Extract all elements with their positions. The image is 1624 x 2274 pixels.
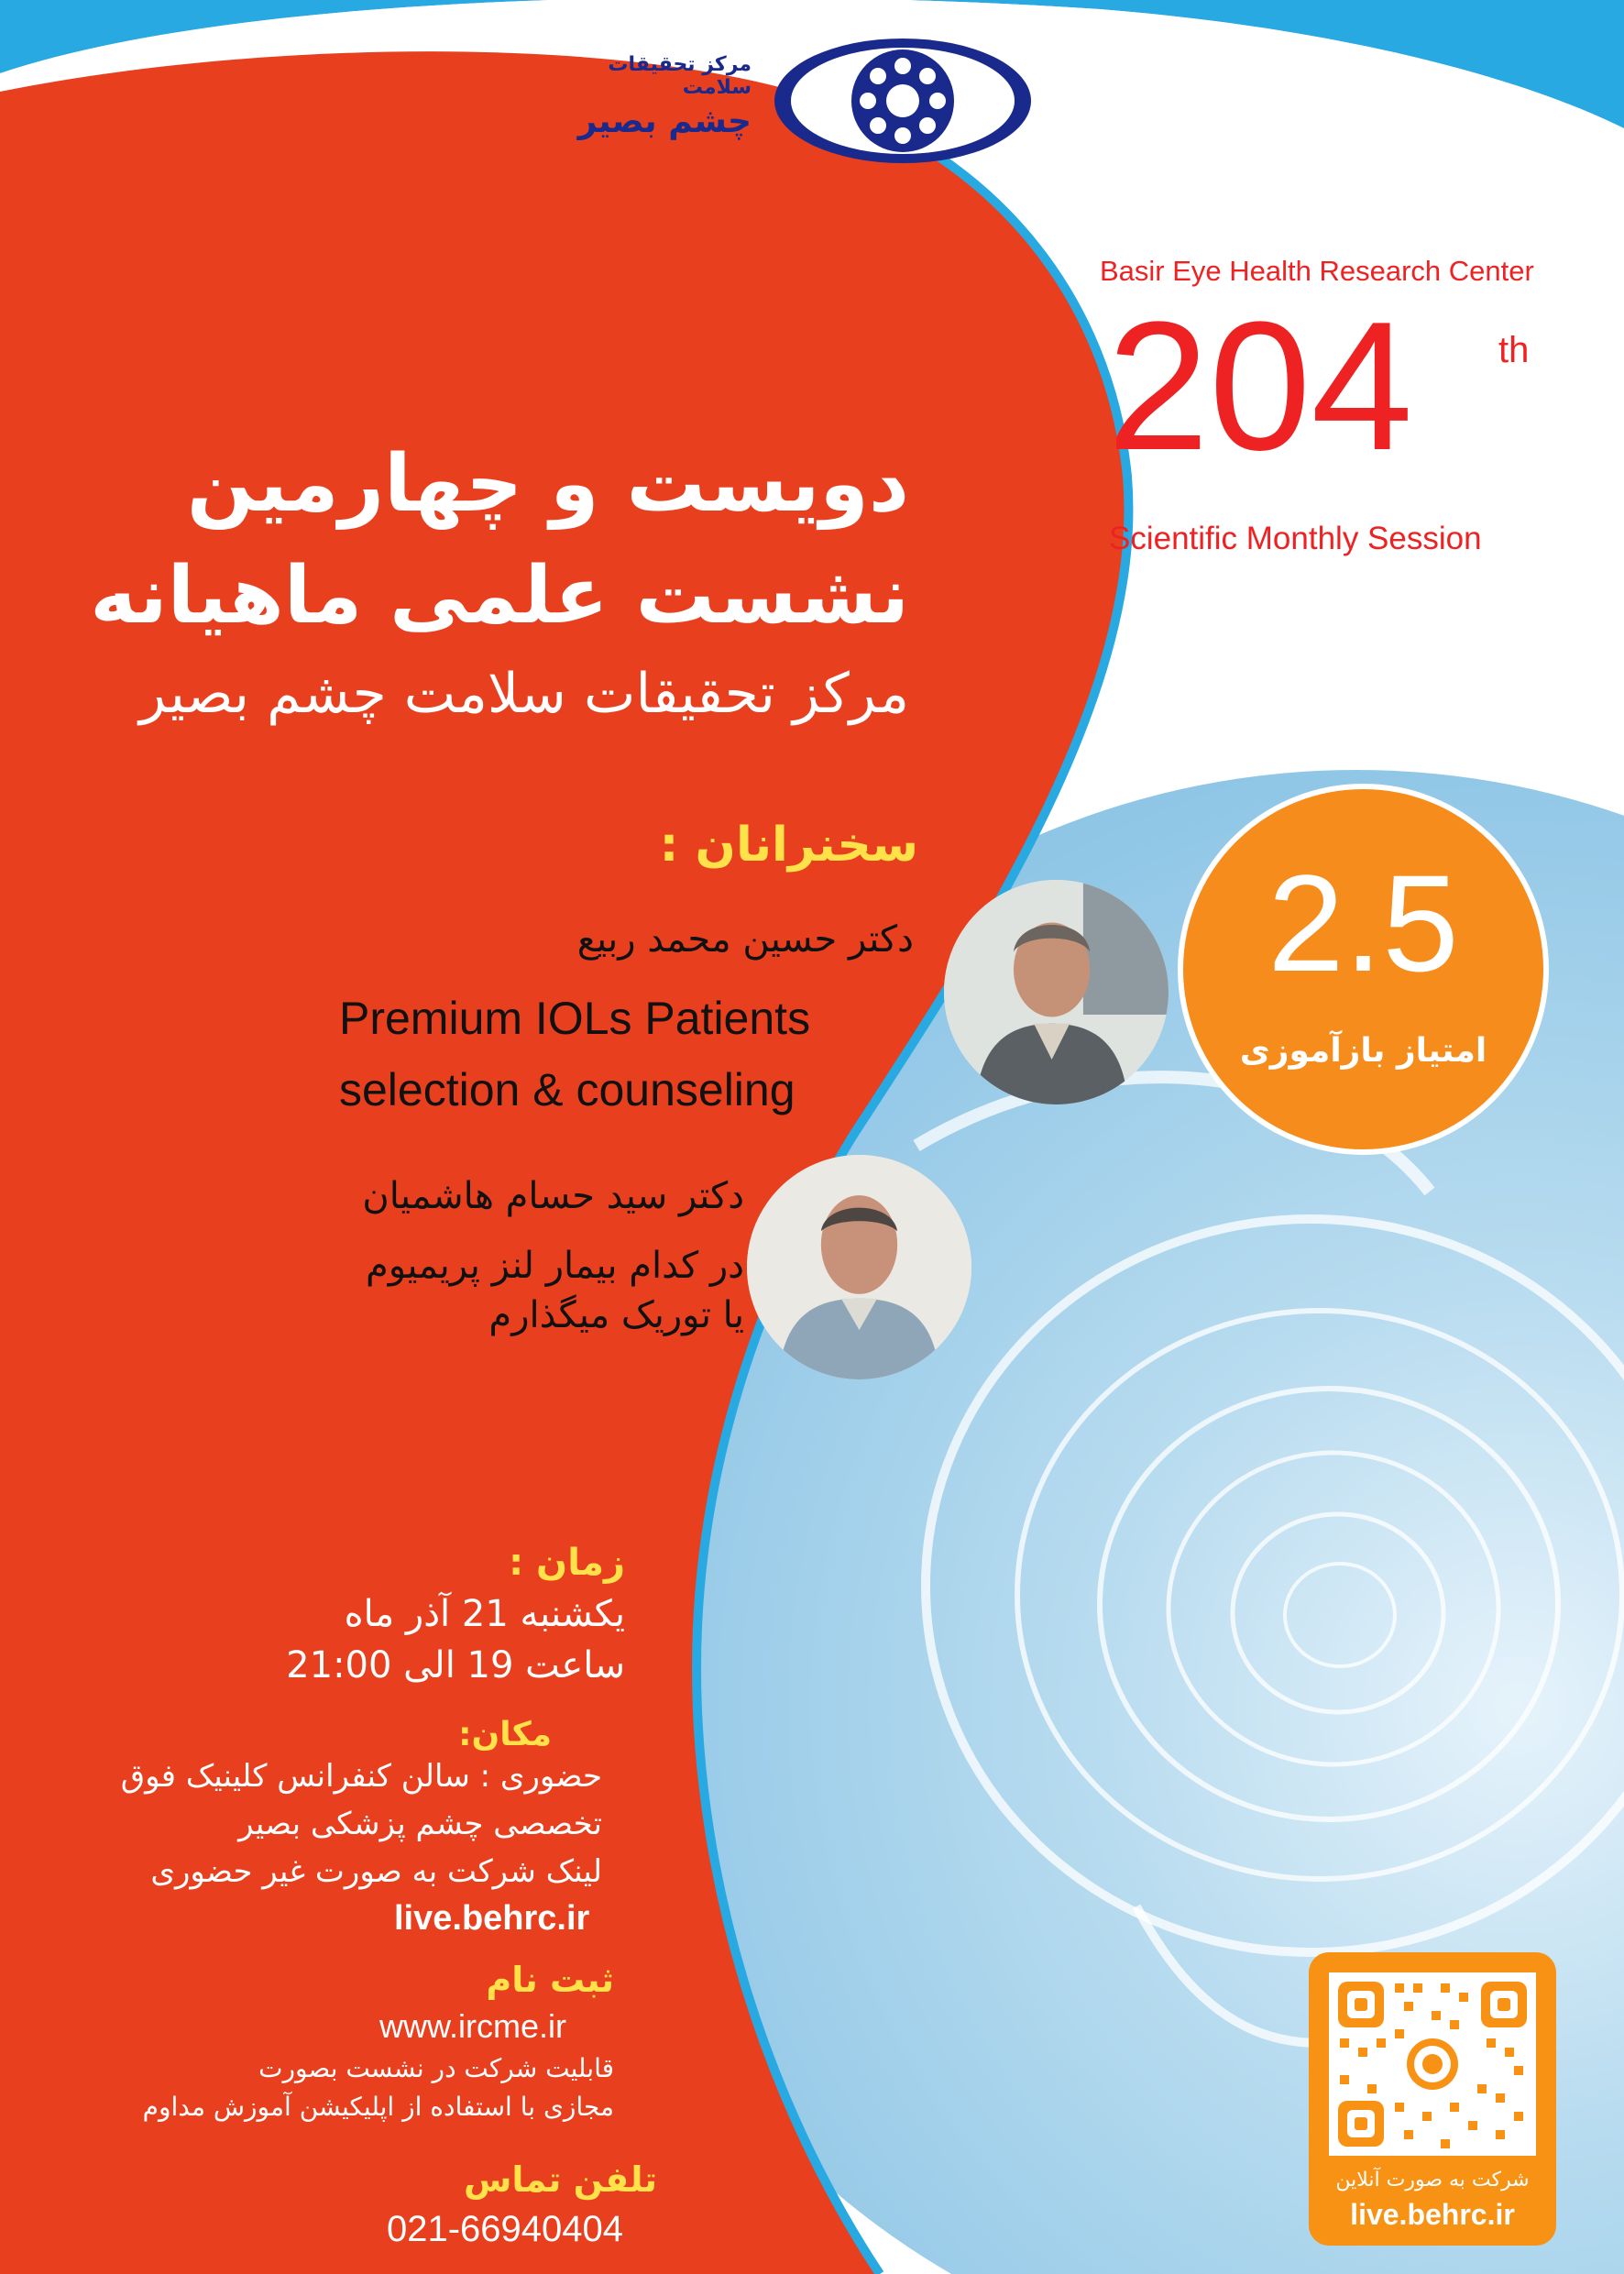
logo	[541, 37, 1054, 165]
time-heading: زمان :	[509, 1542, 625, 1584]
session-label: Scientific Monthly Session	[1109, 521, 1482, 556]
registration-url[interactable]: www.ircme.ir	[379, 2007, 566, 2045]
eye-aperture-logo-icon	[770, 37, 1036, 165]
place-link[interactable]: live.behrc.ir	[394, 1899, 590, 1938]
speaker1-topic-line1: Premium IOLs Patients	[339, 993, 811, 1044]
time-date: یکشنبه 21 آذر ماه	[344, 1593, 625, 1635]
registration-note1: قابلیت شرکت در نشست بصورت	[258, 2053, 614, 2083]
speaker1-topic-line2: selection & counseling	[339, 1064, 796, 1115]
place-line1: حضوری : سالن کنفرانس کلینیک فوق	[120, 1758, 602, 1795]
qr-card[interactable]	[1309, 1952, 1556, 2246]
center-name-en: Basir Eye Health Research Center	[1100, 255, 1534, 287]
qr-caption: شرکت به صورت آنلاین	[1335, 2169, 1530, 2192]
speaker2-portrait-icon	[747, 1155, 971, 1379]
place-line3: لینک شرکت به صورت غیر حضوری	[150, 1853, 602, 1890]
contact-heading: تلفن تماس	[463, 2159, 657, 2200]
qr-code-icon	[1329, 1972, 1536, 2156]
speaker2-name: دکتر سید حسام هاشمیان	[362, 1175, 744, 1217]
speaker2-topic-line2: یا توریک میگذارم	[488, 1294, 744, 1336]
place-line2: تخصصی چشم پزشکی بصیر	[238, 1806, 602, 1842]
registration-heading: ثبت نام	[486, 1960, 614, 2000]
speaker1-photo	[944, 880, 1169, 1104]
session-suffix: th	[1498, 330, 1530, 370]
speaker2-topic-line1: در کدام بیمار لنز پریمیوم	[365, 1245, 744, 1287]
speaker1-name: دکتر حسین محمد ربیع	[576, 918, 914, 961]
speaker1-portrait-icon	[944, 880, 1169, 1104]
place-heading: مکان:	[458, 1716, 552, 1753]
qr-link[interactable]: live.behrc.ir	[1350, 2198, 1515, 2231]
logo-text	[541, 53, 752, 140]
title-line1: دویست و چهارمین	[186, 438, 909, 530]
credits-badge	[1178, 784, 1549, 1155]
logo-line2: چشم بصیر	[577, 103, 752, 140]
qr-code-box	[1329, 1972, 1536, 2156]
speaker2-photo	[747, 1155, 971, 1379]
time-hours: ساعت 19 الی 21:00	[286, 1644, 625, 1686]
credits-value: 2.5	[1267, 846, 1459, 1000]
credits-label: امتیاز بازآموزی	[1239, 1032, 1487, 1070]
speakers-heading: سخنرانان :	[659, 818, 918, 873]
logo-line1: مرکز تحقیقات سلامت	[608, 53, 752, 99]
registration-note2: مجازی با استفاده از اپلیکیشن آموزش مداوم	[142, 2092, 614, 2122]
title-line2: نشست علمی ماهیانه	[90, 550, 909, 642]
title-line3: مرکز تحقیقات سلامت چشم بصیر	[139, 662, 909, 726]
contact-phone[interactable]: 021-66940404	[387, 2209, 624, 2249]
session-number: 204	[1107, 284, 1413, 489]
